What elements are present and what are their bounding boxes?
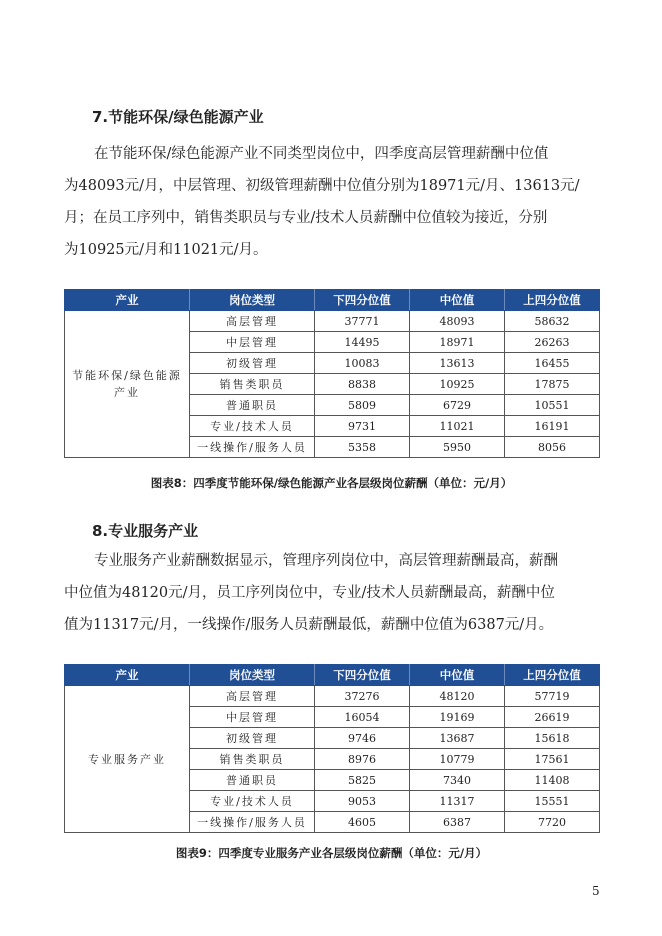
upper-quartile-cell: 15618: [505, 728, 600, 749]
header-median: 中位值: [410, 290, 505, 311]
median-cell: 11021: [410, 416, 505, 437]
upper-quartile-cell: 58632: [505, 311, 600, 332]
industry-cell: [65, 686, 190, 833]
lower-quartile-cell: 8976: [315, 749, 410, 770]
table-header-row: [65, 665, 600, 686]
upper-quartile-cell: 7720: [505, 812, 600, 833]
salary-table-professional-services: [64, 664, 600, 833]
median-cell: 11317: [410, 791, 505, 812]
median-cell: 10779: [410, 749, 505, 770]
position-cell: 销售类职员: [190, 374, 315, 395]
position-cell: 普通职员: [190, 770, 315, 791]
lower-quartile-cell: 37276: [315, 686, 410, 707]
paragraph-line: 专业服务产业薪酬数据显示，管理序列岗位中，高层管理薪酬最高，薪酬: [94, 553, 558, 569]
median-cell: 48120: [410, 686, 505, 707]
lower-quartile-cell: 5825: [315, 770, 410, 791]
position-cell: 销售类职员: [190, 749, 315, 770]
header-industry: 产业: [65, 290, 190, 311]
lower-quartile-cell: 5809: [315, 395, 410, 416]
lower-quartile-cell: 5358: [315, 437, 410, 458]
header-upper-quartile: 上四分位值: [505, 665, 600, 686]
header-lower-quartile: 下四分位值: [315, 665, 410, 686]
position-cell: 普通职员: [190, 395, 315, 416]
upper-quartile-cell: 8056: [505, 437, 600, 458]
table-header-row: [65, 290, 600, 311]
industry-cell: [65, 311, 190, 458]
median-cell: 10925: [410, 374, 505, 395]
lower-quartile-cell: 37771: [315, 311, 410, 332]
upper-quartile-cell: 16455: [505, 353, 600, 374]
upper-quartile-cell: 26263: [505, 332, 600, 353]
position-cell: 一线操作/服务人员: [190, 812, 315, 833]
table-row: [65, 311, 600, 332]
median-cell: 48093: [410, 311, 505, 332]
position-cell: 中层管理: [190, 332, 315, 353]
position-cell: 专业/技术人员: [190, 791, 315, 812]
page-number: 5: [592, 884, 600, 898]
lower-quartile-cell: 9746: [315, 728, 410, 749]
median-cell: 7340: [410, 770, 505, 791]
median-cell: 6729: [410, 395, 505, 416]
paragraph-line: 在节能环保/绿色能源产业不同类型岗位中，四季度高层管理薪酬中位值: [94, 146, 549, 162]
salary-table-energy: [64, 289, 600, 458]
position-cell: 初级管理: [190, 728, 315, 749]
upper-quartile-cell: 15551: [505, 791, 600, 812]
lower-quartile-cell: 10083: [315, 353, 410, 374]
paragraph-line: 中位值为48120元/月，员工序列岗位中，专业/技术人员薪酬最高，薪酬中位: [64, 585, 555, 601]
upper-quartile-cell: 16191: [505, 416, 600, 437]
position-cell: 一线操作/服务人员: [190, 437, 315, 458]
header-median: 中位值: [410, 665, 505, 686]
upper-quartile-cell: 57719: [505, 686, 600, 707]
position-cell: 初级管理: [190, 353, 315, 374]
table-row: [65, 686, 600, 707]
median-cell: 6387: [410, 812, 505, 833]
paragraph-line: 值为11317元/月，一线操作/服务人员薪酬最低，薪酬中位值为6387元/月。: [64, 617, 554, 633]
header-industry: 产业: [65, 665, 190, 686]
industry-line: 节能环保/绿色能源: [72, 369, 182, 382]
industry-line: 产业: [114, 386, 140, 399]
header-upper-quartile: 上四分位值: [505, 290, 600, 311]
position-cell: 中层管理: [190, 707, 315, 728]
position-cell: 专业/技术人员: [190, 416, 315, 437]
industry-line: 专业服务产业: [88, 752, 166, 766]
paragraph-line: 月；在员工序列中，销售类职员与专业/技术人员薪酬中位值较为接近，分别: [64, 210, 548, 226]
upper-quartile-cell: 17561: [505, 749, 600, 770]
position-cell: 高层管理: [190, 686, 315, 707]
table-8-caption: 图表8：四季度节能环保/绿色能源产业各层级岗位薪酬（单位：元/月）: [150, 476, 513, 490]
median-cell: 19169: [410, 707, 505, 728]
upper-quartile-cell: 11408: [505, 770, 600, 791]
lower-quartile-cell: 8838: [315, 374, 410, 395]
position-cell: 高层管理: [190, 311, 315, 332]
upper-quartile-cell: 17875: [505, 374, 600, 395]
upper-quartile-cell: 10551: [505, 395, 600, 416]
section-7-heading: 7.节能环保/绿色能源产业: [92, 108, 264, 126]
lower-quartile-cell: 16054: [315, 707, 410, 728]
table-9-caption: 图表9：四季度专业服务产业各层级岗位薪酬（单位：元/月）: [175, 846, 488, 860]
header-lower-quartile: 下四分位值: [315, 290, 410, 311]
header-position: 岗位类型: [190, 665, 315, 686]
section-8-paragraph: [64, 545, 599, 641]
lower-quartile-cell: 9053: [315, 791, 410, 812]
median-cell: 13613: [410, 353, 505, 374]
header-position: 岗位类型: [190, 290, 315, 311]
section-8-heading: 8.专业服务产业: [92, 522, 199, 540]
paragraph-line: 为48093元/月，中层管理、初级管理薪酬中位值分别为18971元/月、13613元/: [64, 178, 580, 194]
lower-quartile-cell: 9731: [315, 416, 410, 437]
lower-quartile-cell: 4605: [315, 812, 410, 833]
paragraph-line: 为10925元/月和11021元/月。: [64, 242, 268, 258]
upper-quartile-cell: 26619: [505, 707, 600, 728]
median-cell: 13687: [410, 728, 505, 749]
lower-quartile-cell: 14495: [315, 332, 410, 353]
median-cell: 5950: [410, 437, 505, 458]
median-cell: 18971: [410, 332, 505, 353]
section-7-paragraph: [64, 138, 599, 266]
